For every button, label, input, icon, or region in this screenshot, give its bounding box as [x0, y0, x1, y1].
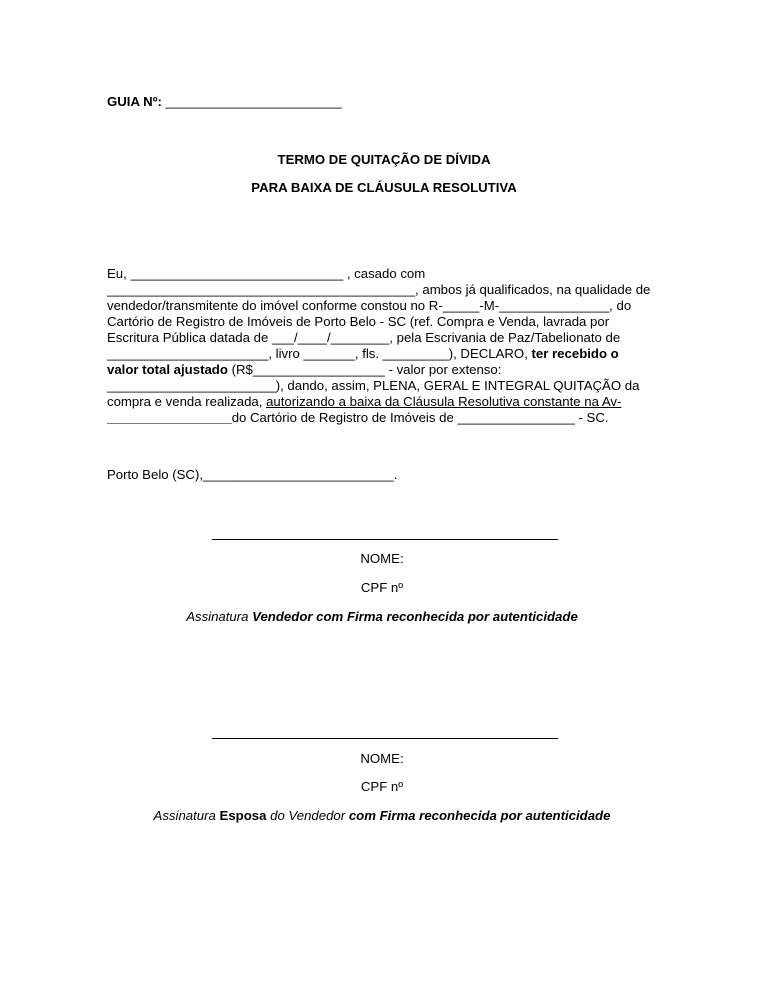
- paragraph-bold-text: valor total ajustado: [107, 362, 228, 377]
- guia-label: GUIA Nº:: [107, 94, 162, 109]
- document-subtitle: PARA BAIXA DE CLÁUSULA RESOLUTIVA: [251, 180, 517, 195]
- paragraph-line: vendedor/transmitente do imóvel conforme constou no R-_____-M-_______________, do: [107, 298, 632, 313]
- paragraph-line: [107, 394, 621, 410]
- paragraph-text: compra e venda realizada,: [107, 394, 267, 409]
- paragraph-line: [107, 410, 609, 426]
- guia-blank: ________________________: [161, 94, 342, 109]
- place-date-line: Porto Belo (SC),__________________________.: [107, 467, 398, 482]
- paragraph-line: _______________________), dando, assim, PLENA, GERAL E INTEGRAL QUITAÇÃO da: [107, 378, 640, 393]
- paragraph-bold-blank: _________________: [107, 410, 232, 425]
- signature-line-spouse: [212, 738, 558, 739]
- caption-text: Assinatura: [153, 808, 220, 823]
- paragraph-text: (R$__________________ - valor por extenso:: [227, 362, 502, 377]
- caption-bold-text: com Firma reconhecida por autenticidade: [348, 808, 611, 823]
- caption-bold-text: Esposa: [219, 808, 267, 823]
- spouse-cpf-label: CPF nº: [360, 779, 404, 794]
- caption-text: Assinatura: [186, 609, 253, 624]
- paragraph-line: __________________________________________, ambos já qualificados, na qualidade de: [107, 282, 651, 297]
- paragraph-bold-text: ter recebido o: [531, 346, 619, 361]
- paragraph-line: Escritura Pública datada de ___/____/________, pela Escrivania de Paz/Tabelionato de: [107, 330, 621, 345]
- paragraph-text: ______________________, livro _______, fls. _________), DECLARO,: [107, 346, 532, 361]
- signature-line-seller: [212, 539, 558, 540]
- caption-bold-text: Vendedor com Firma reconhecida por autenticidade: [252, 609, 578, 624]
- seller-signature-caption: [0, 609, 764, 624]
- paragraph-line: Cartório de Registro de Imóveis de Porto Belo - SC (ref. Compra e Venda, lavrada por: [107, 314, 610, 329]
- paragraph-underlined-text: autorizando a baixa da Cláusula Resolutiva constante na Av-: [266, 394, 622, 409]
- spouse-signature-caption: [0, 808, 764, 823]
- guia-number-line: [107, 94, 342, 109]
- paragraph-line: Eu, _____________________________ , casado com: [107, 266, 426, 281]
- seller-name-label: NOME:: [360, 551, 404, 566]
- paragraph-line: [107, 362, 501, 378]
- caption-text: do Vendedor: [266, 808, 349, 823]
- document-title: TERMO DE QUITAÇÃO DE DÍVIDA: [277, 152, 491, 167]
- paragraph-line: [107, 346, 619, 362]
- seller-cpf-label: CPF nº: [360, 580, 404, 595]
- spouse-name-label: NOME:: [360, 751, 404, 766]
- paragraph-text: do Cartório de Registro de Imóveis de ________________ - SC.: [231, 410, 609, 425]
